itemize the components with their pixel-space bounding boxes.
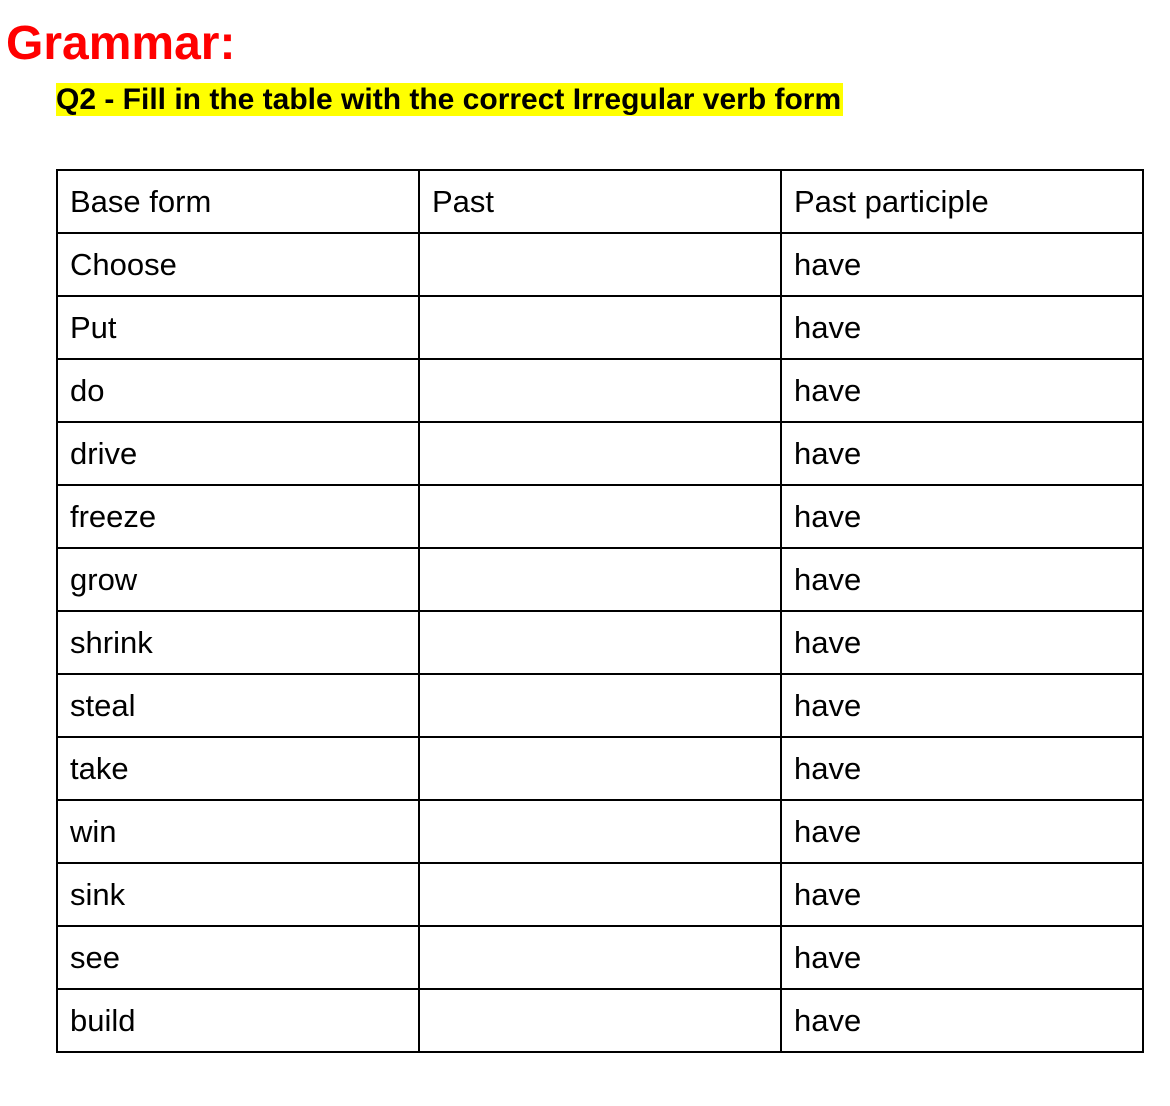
base-form-cell: do <box>57 359 419 422</box>
past-cell[interactable] <box>419 422 781 485</box>
past-participle-cell: have <box>781 800 1143 863</box>
table-row <box>57 800 1143 863</box>
past-cell[interactable] <box>419 926 781 989</box>
past-participle-cell: have <box>781 296 1143 359</box>
base-form-cell: Put <box>57 296 419 359</box>
past-cell[interactable] <box>419 296 781 359</box>
past-cell[interactable] <box>419 737 781 800</box>
past-cell[interactable] <box>419 233 781 296</box>
past-participle-cell: have <box>781 926 1143 989</box>
past-cell[interactable] <box>419 611 781 674</box>
table-row <box>57 863 1143 926</box>
base-form-cell: build <box>57 989 419 1052</box>
header-past-participle: Past participle <box>781 170 1143 233</box>
past-participle-cell: have <box>781 989 1143 1052</box>
table-row <box>57 611 1143 674</box>
past-participle-cell: have <box>781 548 1143 611</box>
base-form-cell: win <box>57 800 419 863</box>
base-form-cell: see <box>57 926 419 989</box>
past-participle-cell: have <box>781 422 1143 485</box>
base-form-cell: freeze <box>57 485 419 548</box>
table-row <box>57 989 1143 1052</box>
past-cell[interactable] <box>419 800 781 863</box>
past-cell[interactable] <box>419 485 781 548</box>
past-participle-cell: have <box>781 611 1143 674</box>
table-row <box>57 737 1143 800</box>
past-cell[interactable] <box>419 359 781 422</box>
past-participle-cell: have <box>781 359 1143 422</box>
past-participle-cell: have <box>781 233 1143 296</box>
table-body <box>57 233 1143 1052</box>
past-participle-cell: have <box>781 863 1143 926</box>
table-header-row <box>57 170 1143 233</box>
past-participle-cell: have <box>781 737 1143 800</box>
past-cell[interactable] <box>419 674 781 737</box>
base-form-cell: sink <box>57 863 419 926</box>
table-row <box>57 926 1143 989</box>
base-form-cell: take <box>57 737 419 800</box>
base-form-cell: grow <box>57 548 419 611</box>
irregular-verb-table <box>56 169 1144 1053</box>
question-heading <box>56 81 843 119</box>
table-row <box>57 485 1143 548</box>
table-row <box>57 359 1143 422</box>
past-cell[interactable] <box>419 989 781 1052</box>
table-row <box>57 674 1143 737</box>
base-form-cell: drive <box>57 422 419 485</box>
table-row <box>57 548 1143 611</box>
past-cell[interactable] <box>419 863 781 926</box>
question-text-highlighted: Q2 - Fill in the table with the correct Irregular verb form <box>56 83 842 116</box>
past-cell[interactable] <box>419 548 781 611</box>
base-form-cell: Choose <box>57 233 419 296</box>
page-title: Grammar: <box>6 17 236 70</box>
header-base-form: Base form <box>57 170 419 233</box>
base-form-cell: shrink <box>57 611 419 674</box>
header-past: Past <box>419 170 781 233</box>
table-row <box>57 422 1143 485</box>
past-participle-cell: have <box>781 674 1143 737</box>
base-form-cell: steal <box>57 674 419 737</box>
table-row <box>57 233 1143 296</box>
table-row <box>57 296 1143 359</box>
past-participle-cell: have <box>781 485 1143 548</box>
